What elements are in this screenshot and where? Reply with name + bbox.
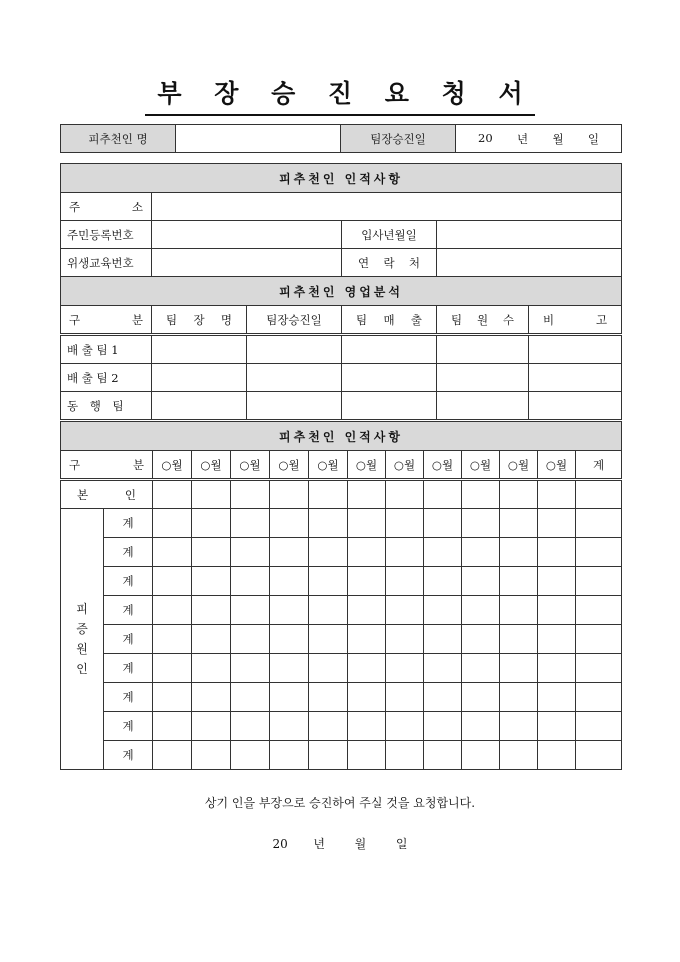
month-cell[interactable] [270, 567, 309, 596]
month-cell[interactable] [192, 683, 231, 712]
month-cell[interactable] [576, 683, 622, 712]
month-cell[interactable] [424, 712, 462, 741]
referral-row-total-label: 계 [104, 538, 153, 567]
month-header: ○월 [270, 451, 309, 480]
month-cell[interactable] [386, 654, 424, 683]
month-cell[interactable] [153, 509, 192, 538]
month-cell[interactable] [576, 480, 622, 509]
referral-row-total-label: 계 [104, 509, 153, 538]
month-cell[interactable] [386, 567, 424, 596]
recommender-table [60, 124, 622, 153]
date-20: 20 [478, 130, 493, 145]
month-cell[interactable] [309, 712, 348, 741]
month-cell[interactable] [462, 712, 500, 741]
hygiene-number-label: 위생교육번호 [61, 249, 152, 277]
month-cell[interactable] [231, 567, 270, 596]
sales-cell[interactable] [247, 392, 342, 420]
month-cell[interactable] [348, 596, 386, 625]
month-cell[interactable] [500, 683, 538, 712]
month-cell[interactable] [309, 596, 348, 625]
sales-col-team-sales: 팀 매 출 [342, 306, 437, 335]
sales-cell[interactable] [437, 364, 529, 392]
join-date-field[interactable] [437, 221, 622, 249]
month-header: ○월 [538, 451, 576, 480]
month-cell[interactable] [424, 567, 462, 596]
month-cell[interactable] [424, 625, 462, 654]
month-cell[interactable] [231, 480, 270, 509]
sales-cell[interactable] [152, 364, 247, 392]
month-cell[interactable] [348, 567, 386, 596]
month-cell[interactable] [192, 509, 231, 538]
monthly-col-gubun: 구 분 [61, 451, 153, 480]
sales-section-header: 피추천인 영업분석 [61, 277, 622, 306]
month-cell[interactable] [424, 538, 462, 567]
month-cell[interactable] [153, 741, 192, 770]
month-cell[interactable] [231, 596, 270, 625]
sales-col-leader-date: 팀장승진일 [247, 306, 342, 335]
month-cell[interactable] [153, 480, 192, 509]
month-header: ○월 [500, 451, 538, 480]
sales-cell[interactable] [342, 335, 437, 364]
month-cell[interactable] [462, 625, 500, 654]
month-cell[interactable] [231, 538, 270, 567]
contact-field[interactable] [437, 249, 622, 277]
month-cell[interactable] [231, 654, 270, 683]
sales-cell[interactable] [437, 392, 529, 420]
referral-row-total-label: 계 [104, 712, 153, 741]
address-label: 주 소 [61, 193, 152, 221]
date-year: 년 [516, 131, 529, 146]
month-cell[interactable] [153, 654, 192, 683]
month-cell[interactable] [500, 596, 538, 625]
month-cell[interactable] [500, 625, 538, 654]
month-header: ○월 [462, 451, 500, 480]
sales-cell[interactable] [152, 392, 247, 420]
month-cell[interactable] [462, 654, 500, 683]
month-cell[interactable] [270, 654, 309, 683]
month-cell[interactable] [538, 596, 576, 625]
date-day: 일 [587, 131, 599, 146]
month-cell[interactable] [270, 538, 309, 567]
month-cell[interactable] [348, 741, 386, 770]
sales-row-label: 배 출 팀 1 [61, 335, 152, 364]
month-cell[interactable] [153, 625, 192, 654]
sales-cell[interactable] [342, 364, 437, 392]
sales-col-member-count: 팀 원 수 [437, 306, 529, 335]
month-cell[interactable] [386, 741, 424, 770]
month-cell[interactable] [576, 654, 622, 683]
month-cell[interactable] [500, 567, 538, 596]
month-cell[interactable] [500, 741, 538, 770]
referral-row-total-label: 계 [104, 683, 153, 712]
date-month: 월 [552, 131, 564, 146]
month-cell[interactable] [462, 567, 500, 596]
month-cell[interactable] [192, 567, 231, 596]
hygiene-number-field[interactable] [152, 249, 342, 277]
month-cell[interactable] [424, 509, 462, 538]
month-cell[interactable] [192, 538, 231, 567]
sales-col-leader-name: 팀 장 명 [152, 306, 247, 335]
month-cell[interactable] [231, 712, 270, 741]
month-cell[interactable] [153, 567, 192, 596]
contact-label: 연 락 처 [342, 249, 437, 277]
month-cell[interactable] [348, 538, 386, 567]
month-cell[interactable] [386, 683, 424, 712]
month-cell[interactable] [462, 509, 500, 538]
month-cell[interactable] [348, 625, 386, 654]
personal-sales-table [60, 163, 622, 420]
month-header: ○월 [231, 451, 270, 480]
month-cell[interactable] [153, 596, 192, 625]
sales-cell[interactable] [529, 335, 622, 364]
month-cell[interactable] [192, 741, 231, 770]
month-cell[interactable] [153, 712, 192, 741]
month-cell[interactable] [231, 509, 270, 538]
title-text: 부 장 승 진 요 청 서 [145, 74, 534, 116]
referral-row-total-label: 계 [104, 596, 153, 625]
month-cell[interactable] [348, 509, 386, 538]
month-cell[interactable] [192, 654, 231, 683]
total-header: 계 [576, 451, 622, 480]
resident-number-field[interactable] [152, 221, 342, 249]
month-cell[interactable] [386, 625, 424, 654]
month-cell[interactable] [424, 683, 462, 712]
month-header: ○월 [192, 451, 231, 480]
month-cell[interactable] [192, 596, 231, 625]
sales-cell[interactable] [529, 364, 622, 392]
month-cell[interactable] [462, 480, 500, 509]
month-cell[interactable] [500, 538, 538, 567]
month-cell[interactable] [309, 683, 348, 712]
month-cell[interactable] [309, 741, 348, 770]
month-cell[interactable] [576, 596, 622, 625]
sales-cell[interactable] [152, 335, 247, 364]
month-cell[interactable] [270, 712, 309, 741]
referral-row-total-label: 계 [104, 654, 153, 683]
approval-date-field[interactable] [456, 125, 622, 153]
month-cell[interactable] [462, 683, 500, 712]
month-cell[interactable] [538, 741, 576, 770]
personal-section-header: 피추천인 인적사항 [61, 164, 622, 193]
sales-col-remarks: 비 고 [529, 306, 622, 335]
month-cell[interactable] [309, 509, 348, 538]
month-cell[interactable] [538, 712, 576, 741]
document-title [0, 74, 680, 116]
sales-cell[interactable] [529, 392, 622, 420]
month-cell[interactable] [462, 538, 500, 567]
month-cell[interactable] [386, 596, 424, 625]
month-cell[interactable] [500, 654, 538, 683]
month-cell[interactable] [386, 712, 424, 741]
month-cell[interactable] [424, 480, 462, 509]
recommender-name-field[interactable] [176, 125, 341, 153]
month-cell[interactable] [309, 654, 348, 683]
month-cell[interactable] [576, 625, 622, 654]
address-field[interactable] [152, 193, 622, 221]
monthly-table [60, 421, 622, 770]
referral-row-total-label: 계 [104, 741, 153, 770]
sales-col-gubun: 구 분 [61, 306, 152, 335]
sales-cell[interactable] [437, 335, 529, 364]
resident-number-label: 주민등록번호 [61, 221, 152, 249]
month-cell[interactable] [386, 480, 424, 509]
month-cell[interactable] [424, 596, 462, 625]
month-cell[interactable] [424, 741, 462, 770]
sales-cell[interactable] [247, 364, 342, 392]
month-header: ○월 [309, 451, 348, 480]
month-cell[interactable] [386, 538, 424, 567]
month-cell[interactable] [538, 654, 576, 683]
referral-row-total-label: 계 [104, 625, 153, 654]
month-cell[interactable] [270, 625, 309, 654]
month-cell[interactable] [500, 480, 538, 509]
month-cell[interactable] [348, 480, 386, 509]
month-cell[interactable] [538, 509, 576, 538]
approval-date-label: 팀장승진일 [341, 125, 456, 153]
month-cell[interactable] [500, 712, 538, 741]
month-cell[interactable] [462, 596, 500, 625]
month-cell[interactable] [270, 741, 309, 770]
referral-group-label: 피 증 원 인 [61, 509, 104, 770]
month-cell[interactable] [231, 741, 270, 770]
month-cell[interactable] [462, 741, 500, 770]
month-cell[interactable] [348, 683, 386, 712]
month-cell[interactable] [576, 712, 622, 741]
month-cell[interactable] [309, 480, 348, 509]
month-cell[interactable] [500, 509, 538, 538]
month-cell[interactable] [270, 683, 309, 712]
month-header: ○월 [386, 451, 424, 480]
month-cell[interactable] [231, 625, 270, 654]
footer-date: 20 년 월 일 [272, 837, 408, 851]
month-cell[interactable] [424, 654, 462, 683]
month-cell[interactable] [192, 480, 231, 509]
month-cell[interactable] [538, 567, 576, 596]
month-cell[interactable] [309, 567, 348, 596]
sales-cell[interactable] [247, 335, 342, 364]
month-cell[interactable] [538, 538, 576, 567]
month-cell[interactable] [270, 480, 309, 509]
join-date-label: 입사년월일 [342, 221, 437, 249]
month-cell[interactable] [309, 625, 348, 654]
month-cell[interactable] [309, 538, 348, 567]
month-cell[interactable] [270, 596, 309, 625]
month-cell[interactable] [153, 538, 192, 567]
month-cell[interactable] [348, 654, 386, 683]
month-cell[interactable] [270, 509, 309, 538]
sales-row-label: 동 행 팀 [61, 392, 152, 420]
month-cell[interactable] [538, 480, 576, 509]
month-header: ○월 [153, 451, 192, 480]
month-header: ○월 [424, 451, 462, 480]
sales-cell[interactable] [342, 392, 437, 420]
self-row-label: 본 인 [61, 480, 153, 509]
monthly-section-header: 피추천인 인적사항 [61, 422, 622, 451]
recommender-name-label: 피추천인 명 [61, 125, 176, 153]
month-cell[interactable] [153, 683, 192, 712]
month-cell[interactable] [192, 625, 231, 654]
month-cell[interactable] [231, 683, 270, 712]
month-cell[interactable] [576, 567, 622, 596]
month-cell[interactable] [348, 712, 386, 741]
sales-row-label: 배 출 팀 2 [61, 364, 152, 392]
month-cell[interactable] [576, 741, 622, 770]
referral-row-total-label: 계 [104, 567, 153, 596]
month-cell[interactable] [576, 509, 622, 538]
month-cell[interactable] [192, 712, 231, 741]
month-cell[interactable] [538, 625, 576, 654]
request-statement: 상기 인을 부장으로 승진하여 주실 것을 요청합니다. [204, 796, 476, 810]
month-cell[interactable] [386, 509, 424, 538]
month-cell[interactable] [576, 538, 622, 567]
month-header: ○월 [348, 451, 386, 480]
month-cell[interactable] [538, 683, 576, 712]
